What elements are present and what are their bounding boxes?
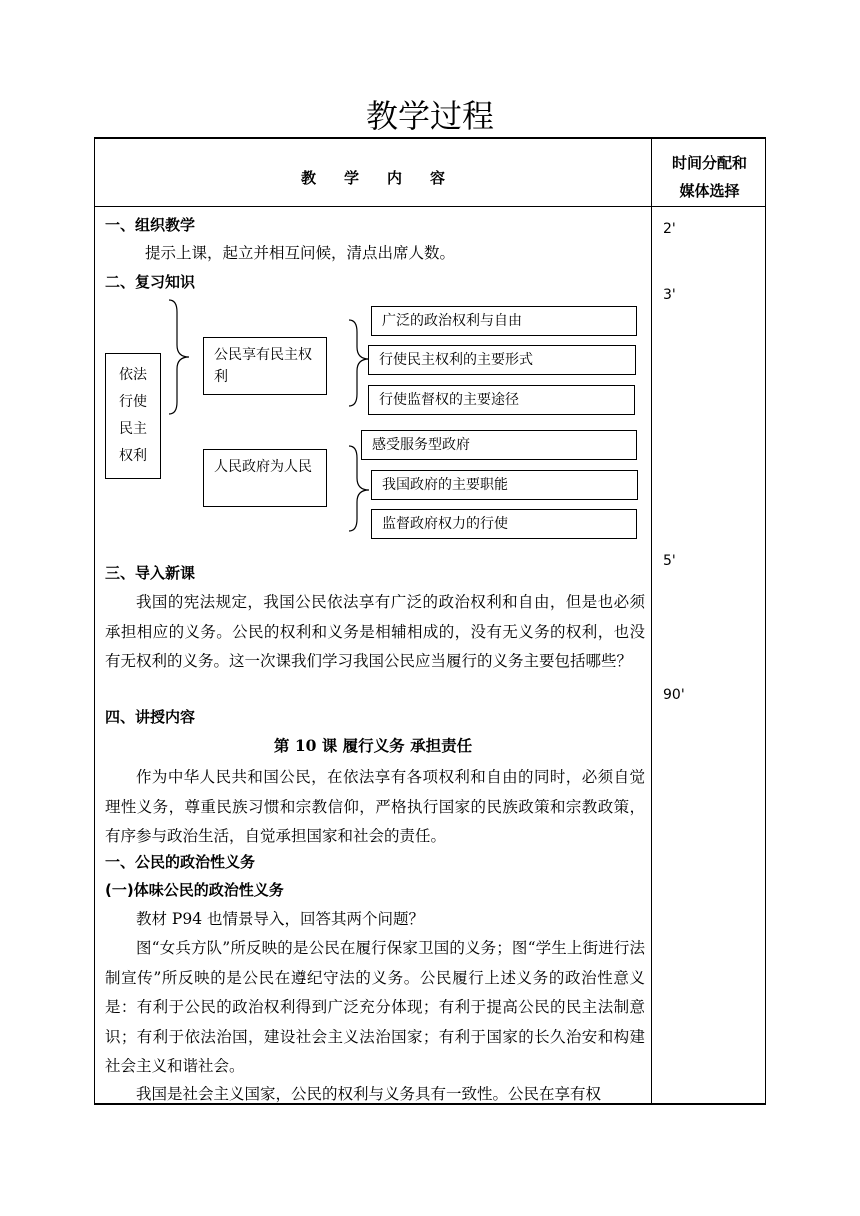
- page-title: 教学过程: [365, 97, 494, 135]
- diagram-root: [105, 353, 161, 479]
- diagram-leaf: 行使监督权的主要途径: [368, 385, 635, 415]
- section-heading: 三、导入新课: [105, 564, 196, 582]
- header-time: [652, 149, 767, 205]
- time-value: 5': [663, 553, 676, 569]
- root-line: 权利: [119, 448, 147, 464]
- section-heading: 四、讲授内容: [105, 708, 196, 726]
- root-line: 依法: [119, 367, 147, 383]
- section-paragraph: 我国的宪法规定，我国公民依法享有广泛的政治权利和自由，但是也必须承担相应的义务。公民的权利和义务是相辅相成的，没有无义务的权利，也没有无权利的义务。这一次课我们学习我国公民应当履行的义务主要包括哪些？: [105, 593, 645, 670]
- header-char: 教: [300, 169, 316, 187]
- root-line: 行使: [119, 394, 147, 410]
- section-text: 教材 P94 也情景导入，回答其两个问题？: [136, 910, 425, 928]
- column-divider: [651, 139, 652, 1103]
- diagram-leaf: 监督政府权力的行使: [371, 509, 637, 539]
- subsection-heading: (一)体味公民的政治性义务: [105, 881, 284, 899]
- header-char: 学: [343, 169, 359, 187]
- diagram-leaf: 我国政府的主要职能: [371, 470, 638, 500]
- diagram-branch: 人民政府为人民: [203, 449, 327, 507]
- time-value: 2': [663, 221, 676, 237]
- section-paragraph: 图“女兵方队”所反映的是公民在履行保家卫国的义务；图“学生上街进行法制宣传”所反映的是公民在遵纪守法的义务。公民履行上述义务的政治性意义是：有利于公民的政治权利得到广泛充分体现；有利于提高公民的民主法制意识；有利于依法治国，建设社会主义法治国家；有利于国家的长久治安和构建社会主义和谐社会。: [105, 939, 645, 1075]
- diagram-leaf: 广泛的政治权利与自由: [371, 306, 637, 336]
- diagram-branch: 公民享有民主权利: [203, 337, 327, 395]
- header-time-line1: 时间分配和: [671, 154, 747, 172]
- time-value: 90': [663, 687, 685, 703]
- section-text: 提示上课，起立并相互问候，清点出席人数。: [145, 244, 456, 262]
- root-line: 民主: [119, 421, 147, 437]
- section-heading: 二、复习知识: [105, 273, 196, 291]
- lesson-title: 第 10 课 履行义务 承担责任: [273, 736, 473, 755]
- section-paragraph: 我国是社会主义国家，公民的权利与义务具有一致性。公民在享有权: [136, 1085, 602, 1103]
- subsection-heading: 一、公民的政治性义务: [105, 853, 256, 871]
- section-heading: 一、组织教学: [105, 216, 196, 234]
- section-paragraph: 作为中华人民共和国公民，在依法享有各项权利和自由的同时，必须自觉理性义务，尊重民族习惯和宗教信仰，严格执行国家的民族政策和宗教政策，有序参与政治生活，自觉承担国家和社会的责任。: [105, 768, 645, 845]
- time-value: 3': [663, 287, 676, 303]
- lesson-table: [94, 137, 766, 1105]
- diagram-leaf: 行使民主权利的主要形式: [368, 345, 636, 375]
- header-char: 内: [387, 169, 403, 187]
- diagram-leaf: 感受服务型政府: [361, 430, 637, 460]
- header-char: 容: [430, 169, 446, 187]
- header-time-line2: 媒体选择: [679, 182, 740, 200]
